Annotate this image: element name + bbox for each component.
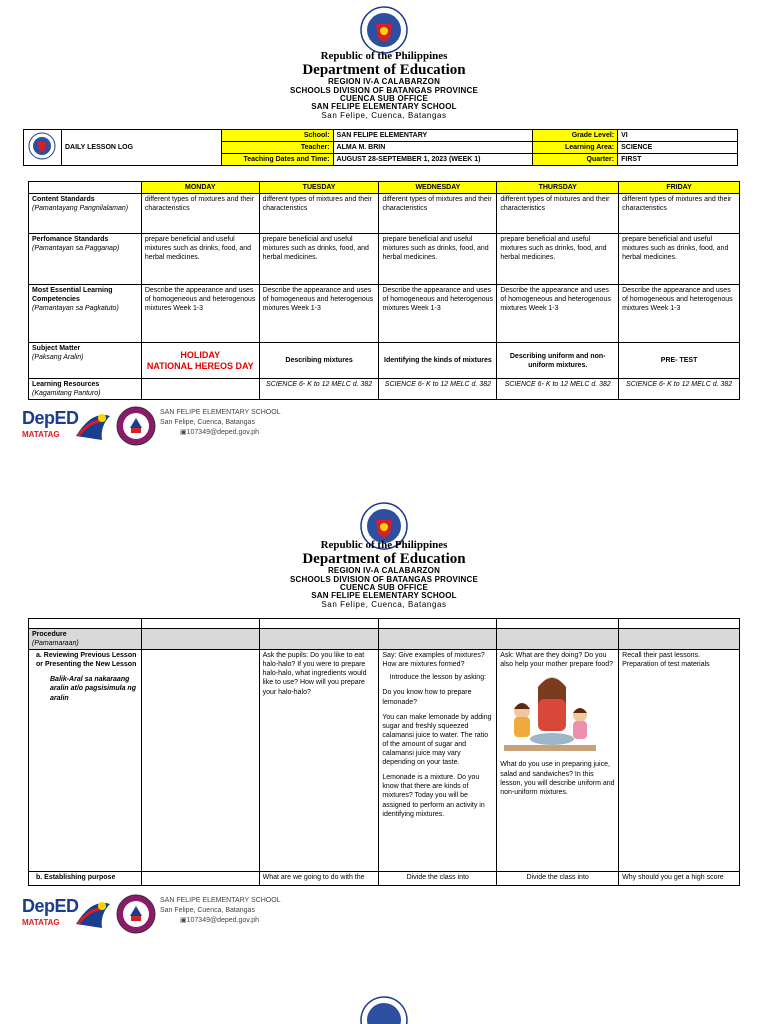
footer-contact: [160, 408, 281, 438]
page-header: [0, 51, 768, 120]
subject-matter-thu: Describing uniform and non-uniform mixtures.: [497, 343, 619, 379]
review-lesson-label: a. Reviewing Previous Lesson or Presenting the New Lesson Balik-Aral sa nakaraang aralin at/o pagsisimula ng aralin: [29, 650, 142, 872]
grade-level-label: Grade Level:: [533, 130, 618, 142]
competencies-thu: Describe the appearance and uses of homogeneous and heterogenous mixtures Week 1-3: [497, 285, 619, 343]
competencies-label: Most Essential Learning Competencies (Pamantayan sa Pagkatuto): [29, 285, 142, 343]
teacher-value: ALMA M. BRIN: [333, 142, 533, 154]
performance-standards-wed: prepare beneficial and useful mixtures such as drinks, food, and herbal medicines.: [379, 234, 497, 285]
day-header-friday: FRIDAY: [619, 182, 740, 194]
corner-cell: [29, 182, 142, 194]
grade-level-value: VI: [618, 130, 738, 142]
republic-title: Republic of the Philippines: [320, 539, 448, 551]
matatag-logo: MATATAG: [22, 430, 60, 439]
purpose-tue: What are we going to do with the: [259, 872, 379, 886]
resources-fri: SCIENCE 6- K to 12 MELC d. 382: [619, 379, 740, 400]
footer-email: 107349@deped.gov.ph: [186, 917, 259, 925]
day-header-thursday: THURSDAY: [497, 182, 619, 194]
table-row: [29, 629, 740, 650]
dates-value: AUGUST 28-SEPTEMBER 1, 2023 (WEEK 1): [333, 154, 533, 166]
school-seal-icon: [116, 894, 156, 934]
subject-matter-mon: [141, 343, 259, 379]
competencies-wed: Describe the appearance and uses of homogeneous and heterogenous mixtures Week 1-3: [379, 285, 497, 343]
quarter-label: Quarter:: [533, 154, 618, 166]
republic-title: Republic of the Philippines: [320, 50, 448, 62]
purpose-thu: Divide the class into: [497, 872, 619, 886]
competencies-tue: Describe the appearance and uses of homogeneous and heterogenous mixtures Week 1-3: [259, 285, 379, 343]
division-line: SCHOOLS DIVISION OF BATANGAS PROVINCE: [289, 574, 478, 584]
page-header: [0, 540, 768, 609]
purpose-mon: [141, 872, 259, 886]
subject-matter-fri: PRE- TEST: [619, 343, 740, 379]
purpose-fri: Why should you get a high score: [619, 872, 740, 886]
holiday-label: HOLIDAY: [180, 349, 221, 360]
day-header-monday: MONDAY: [141, 182, 259, 194]
performance-standards-mon: prepare beneficial and useful mixtures such as drinks, food, and herbal medicines.: [141, 234, 259, 285]
table-row: [29, 619, 740, 629]
procedure-table: [28, 618, 740, 886]
content-standards-tue: different types of mixtures and their characteristics: [259, 194, 379, 234]
footer-school: SAN FELIPE ELEMENTARY SCHOOL: [160, 897, 281, 904]
day-header-tuesday: TUESDAY: [259, 182, 379, 194]
content-standards-mon: different types of mixtures and their characteristics: [141, 194, 259, 234]
log-logo-cell: [24, 130, 62, 166]
learning-resources-label: Learning Resources (Kagamitang Panturo): [29, 379, 142, 400]
procedure-label: Procedure (Pamamaraan): [29, 629, 142, 650]
subject-matter-wed: Identifying the kinds of mixtures: [379, 343, 497, 379]
lesson-log-info-table: [23, 129, 738, 166]
competencies-mon: Describe the appearance and uses of homogeneous and heterogenous mixtures Week 1-3: [141, 285, 259, 343]
deped-seal-icon: [360, 6, 408, 54]
table-row: [29, 379, 740, 400]
matatag-logo: MATATAG: [22, 918, 60, 927]
deped-logo: DepED: [22, 408, 79, 428]
review-mon: [141, 650, 259, 872]
performance-standards-tue: prepare beneficial and useful mixtures such as drinks, food, and herbal medicines.: [259, 234, 379, 285]
school-line: SAN FELIPE ELEMENTARY SCHOOL: [311, 102, 457, 112]
region-line: REGION IV-A CALABARZON: [327, 566, 441, 576]
school-seal-icon: [116, 406, 156, 446]
department-title: Department of Education: [302, 61, 466, 78]
teacher-label: Teacher:: [221, 142, 333, 154]
resources-wed: SCIENCE 6- K to 12 MELC d. 382: [379, 379, 497, 400]
address-line: San Felipe, Cuenca, Batangas: [321, 599, 447, 609]
subject-matter-tue: Describing mixtures: [259, 343, 379, 379]
dates-label: Teaching Dates and Time:: [221, 154, 333, 166]
content-standards-label: Content Standards (Pamantayang Pangnilalaman): [29, 194, 142, 234]
deped-logo: DepED: [22, 896, 79, 916]
footer-school: SAN FELIPE ELEMENTARY SCHOOL: [160, 409, 281, 416]
footer-address: San Felipe, Cuenca, Batangas: [160, 419, 255, 427]
subject-matter-label: Subject Matter (Paksang Aralin): [29, 343, 142, 379]
address-line: San Felipe, Cuenca, Batangas: [321, 110, 447, 120]
table-row: [29, 343, 740, 379]
learning-area-label: Learning Area:: [533, 142, 618, 154]
department-title: Department of Education: [302, 550, 466, 567]
region-line: REGION IV-A CALABARZON: [327, 77, 441, 87]
school-line: SAN FELIPE ELEMENTARY SCHOOL: [311, 591, 457, 601]
content-standards-thu: different types of mixtures and their characteristics: [497, 194, 619, 234]
sub-office-line: CUENCA SUB OFFICE: [340, 94, 428, 104]
table-row: [29, 234, 740, 285]
table-row: [29, 650, 740, 872]
purpose-wed: Divide the class into: [379, 872, 497, 886]
page-3: [0, 990, 768, 1024]
page-2: [0, 488, 768, 958]
page-footer: [0, 406, 768, 450]
footer-address: San Felipe, Cuenca, Batangas: [160, 907, 255, 915]
review-tue: Ask the pupils: Do you like to eat halo-halo? If you were to prepare halo-halo, what ingredients would like to use? How will you prepare your halo-halo?: [259, 650, 379, 872]
sub-office-line: CUENCA SUB OFFICE: [340, 583, 428, 593]
holiday-name: NATIONAL HEREOS DAY: [146, 360, 254, 371]
table-row: [29, 872, 740, 886]
page-footer: [0, 894, 768, 938]
review-thu: Ask: What are they doing? Do you also help your mother prepare food? What do you use in preparing juice, salad and sandwiches? In this lesson, you will describe uniform and non-uniform mixtures.: [497, 650, 619, 872]
email-icon: ▣: [180, 429, 187, 437]
resources-tue: SCIENCE 6- K to 12 MELC d. 382: [259, 379, 379, 400]
competencies-fri: Describe the appearance and uses of homogeneous and heterogenous mixtures Week 1-3: [619, 285, 740, 343]
school-label: School:: [221, 130, 333, 142]
lesson-plan-table: [28, 181, 740, 400]
division-line: SCHOOLS DIVISION OF BATANGAS PROVINCE: [289, 85, 478, 95]
email-icon: ▣: [180, 917, 187, 925]
deped-small-seal-icon: [28, 132, 56, 160]
performance-standards-thu: prepare beneficial and useful mixtures such as drinks, food, and herbal medicines.: [497, 234, 619, 285]
school-value: SAN FELIPE ELEMENTARY: [333, 130, 533, 142]
review-fri: Recall their past lessons. Preparation of test materials: [619, 650, 740, 872]
bagong-pilipinas-logo-icon: [72, 894, 114, 934]
quarter-value: FIRST: [618, 154, 738, 166]
table-row: [29, 194, 740, 234]
content-standards-wed: different types of mixtures and their characteristics: [379, 194, 497, 234]
page-1: [0, 0, 768, 470]
establishing-purpose-label: b. Establishing purpose: [29, 872, 142, 886]
review-wed: Say: Give examples of mixtures? How are mixtures formed? Introduce the lesson by asking: Do you know how to prepare lemonade? You can make lemonade by adding sugar and freshly squeezed calamansi juice to water. The ratio of the amount of sugar and calamansi juice may vary depending on your taste. Lemonade is a mixture. Do you know that there are kinds of mixtures? Today you will be assigned to perform an activity in identifying mixtures.: [379, 650, 497, 872]
bagong-pilipinas-logo-icon: [72, 406, 114, 446]
footer-contact: [160, 896, 281, 926]
footer-email: 107349@deped.gov.ph: [186, 429, 259, 437]
table-row: [29, 285, 740, 343]
learning-area-value: SCIENCE: [618, 142, 738, 154]
resources-thu: SCIENCE 6- K to 12 MELC d. 382: [497, 379, 619, 400]
performance-standards-label: Perfomance Standards (Pamantayan sa Pagganap): [29, 234, 142, 285]
content-standards-fri: different types of mixtures and their characteristics: [619, 194, 740, 234]
performance-standards-fri: prepare beneficial and useful mixtures such as drinks, food, and herbal medicines.: [619, 234, 740, 285]
resources-mon: [141, 379, 259, 400]
daily-lesson-log-title: DAILY LESSON LOG: [61, 130, 221, 166]
day-header-wednesday: WEDNESDAY: [379, 182, 497, 194]
deped-seal-icon: [360, 996, 408, 1024]
family-cooking-illustration: [500, 673, 600, 755]
